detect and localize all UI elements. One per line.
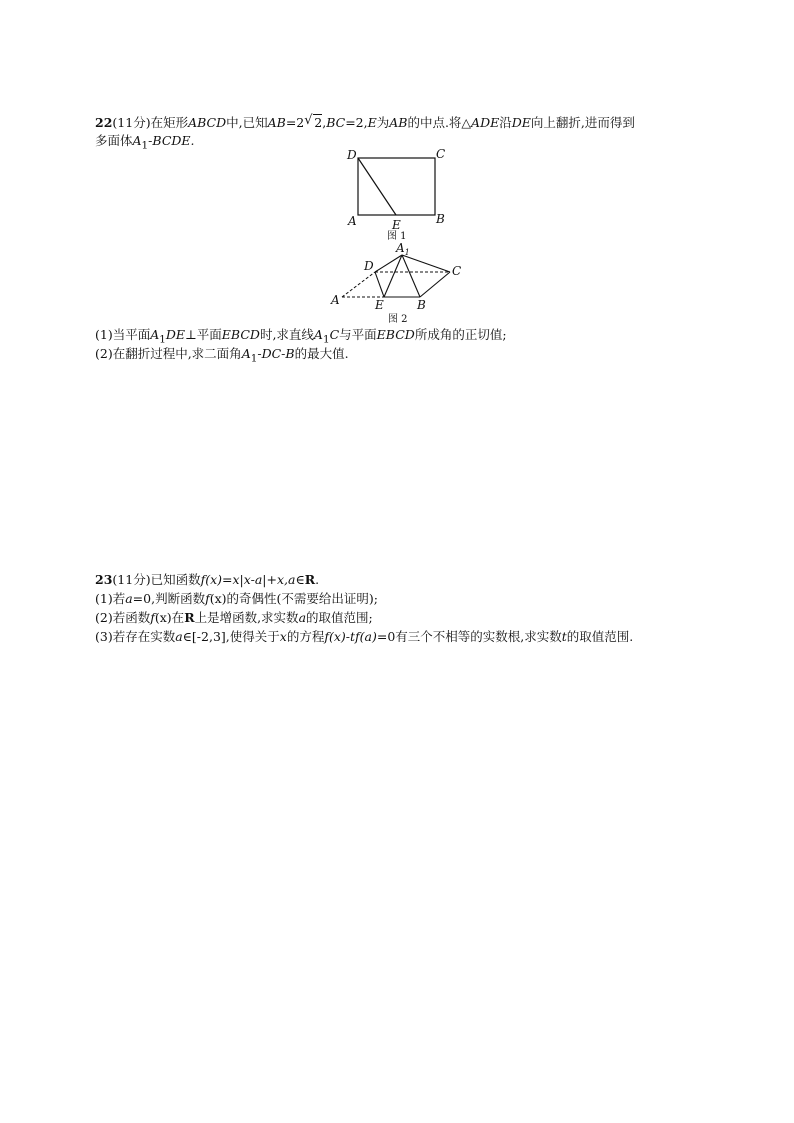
q22-text: 沿 xyxy=(499,115,512,130)
q22-math: -BCDE. xyxy=(148,133,195,148)
q23-math: (x)=x|x-a|+x,a xyxy=(205,572,296,587)
q23-math: (x) xyxy=(154,610,172,625)
q22-math: AB xyxy=(267,115,286,130)
q22-text: 向上翻折,进而得到 xyxy=(530,115,635,130)
q22-math: AB xyxy=(389,115,408,130)
q22-statement-line1 xyxy=(95,115,635,131)
q22-sqrt-arg: 2 xyxy=(314,115,323,130)
q22-subscript: 1 xyxy=(322,333,330,346)
label-d: D xyxy=(347,148,357,162)
label-c: C xyxy=(452,264,462,278)
q23-math: a xyxy=(298,610,307,625)
edge-a1-b xyxy=(402,255,420,297)
q23-math: x xyxy=(279,629,287,644)
q22-part2-text: 的最大值. xyxy=(294,346,349,361)
q23-math: a xyxy=(125,591,133,606)
q22-math: A xyxy=(132,133,142,148)
q23-text: 上是增函数,求实数 xyxy=(194,610,299,625)
q23-math: f(x)-tf(a) xyxy=(324,629,377,644)
segment-de xyxy=(358,158,396,215)
q23-part2 xyxy=(95,610,373,626)
q22-math: EBCD xyxy=(221,327,260,342)
q23-text: 的方程 xyxy=(286,629,325,644)
q23-part1 xyxy=(95,591,378,607)
q22-subscript: 1 xyxy=(250,352,258,365)
q22-text: 在矩形 xyxy=(150,115,189,130)
q22-math: C xyxy=(329,327,340,342)
q23-real-set: R xyxy=(304,572,316,587)
rectangle-abcd xyxy=(358,158,435,215)
q22-statement-line2 xyxy=(95,133,195,154)
edge-d-e xyxy=(375,272,384,297)
q22-text: =2 xyxy=(285,115,305,130)
q23-math: (x) xyxy=(209,591,227,606)
q22-part1-text: ⊥平面 xyxy=(185,327,222,342)
q23-math: t xyxy=(561,629,567,644)
q23-text: 的奇偶性(不需要给出证明); xyxy=(226,591,378,606)
q22-score: (11分) xyxy=(112,115,151,130)
q23-text: 已知函数 xyxy=(150,572,201,587)
q22-figure-2 xyxy=(328,242,468,326)
q22-math: BC xyxy=(326,115,346,130)
figure-1-caption: 图 1 xyxy=(387,231,407,242)
q22-part2 xyxy=(95,346,349,367)
q22-part2-text: (2)在翻折过程中,求二面角 xyxy=(95,346,242,361)
label-a: A xyxy=(331,293,340,307)
q22-text: 的中点.将△ xyxy=(407,115,472,130)
q22-figure-1 xyxy=(340,145,460,243)
label-e: E xyxy=(375,298,384,312)
q22-text: 中,已知 xyxy=(226,115,268,130)
q22-math: ADE xyxy=(471,115,500,130)
q23-text: =0,判断函数 xyxy=(132,591,206,606)
q23-text: ∈ xyxy=(295,572,305,587)
figure-2-caption: 图 2 xyxy=(388,314,408,325)
q22-sqrt: √ 2 xyxy=(304,113,323,130)
q22-subscript: 1 xyxy=(141,139,149,152)
q22-text: , xyxy=(322,115,327,130)
label-c: C xyxy=(436,147,446,161)
q22-text: =2, xyxy=(345,115,368,130)
label-e: E xyxy=(392,218,401,232)
q22-part1 xyxy=(95,327,507,348)
q22-math: A xyxy=(150,327,160,342)
q23-statement xyxy=(95,572,319,588)
q23-text: 的取值范围. xyxy=(566,629,634,644)
label-d: D xyxy=(364,259,374,273)
q23-part3 xyxy=(95,629,633,645)
q22-math: DE xyxy=(165,327,186,342)
q23-text: ∈[-2,3],使得关于 xyxy=(182,629,280,644)
q23-text: (1)若 xyxy=(95,591,126,606)
q22-math: EBCD xyxy=(376,327,415,342)
q23-text: 的取值范围; xyxy=(306,610,373,625)
q22-part1-text: 与平面 xyxy=(339,327,377,342)
q23-text: (3)若存在实数 xyxy=(95,629,176,644)
q23-math: f xyxy=(205,591,210,606)
q23-text: =0有三个不相等的实数根,求实数 xyxy=(376,629,562,644)
q23-math: f xyxy=(200,572,206,587)
q22-part1-text: 所成角的正切值; xyxy=(414,327,507,342)
label-a1: $A_1$ xyxy=(396,241,410,257)
q23-number: 23 xyxy=(95,572,113,587)
q23-text: 在 xyxy=(171,610,185,625)
q22-math: E xyxy=(367,115,377,130)
q23-math: a xyxy=(175,629,183,644)
q23-text: . xyxy=(315,572,320,587)
q23-real-set: R xyxy=(184,610,195,625)
label-a: A xyxy=(348,214,357,228)
q22-text: 多面体 xyxy=(95,133,133,148)
q22-part1-text: 时,求直线 xyxy=(259,327,314,342)
q22-math: ABCD xyxy=(188,115,227,130)
q22-number: 22 xyxy=(95,115,113,130)
q22-text: 为 xyxy=(376,115,390,130)
edge-a1-c xyxy=(402,255,450,272)
label-b: B xyxy=(436,212,445,226)
label-b: B xyxy=(417,298,426,312)
q23-math: f xyxy=(150,610,155,625)
q22-subscript: 1 xyxy=(159,333,166,346)
q22-math: -DC-B xyxy=(257,346,295,361)
q22-math: A xyxy=(241,346,251,361)
q22-math: A xyxy=(313,327,323,342)
edge-a-d-dashed xyxy=(342,272,375,297)
edge-b-c xyxy=(420,272,450,297)
q22-math: DE xyxy=(511,115,531,130)
q23-text: (2)若函数 xyxy=(95,610,151,625)
q23-score: (11分) xyxy=(112,572,151,587)
q22-part1-text: (1)当平面 xyxy=(95,327,151,342)
